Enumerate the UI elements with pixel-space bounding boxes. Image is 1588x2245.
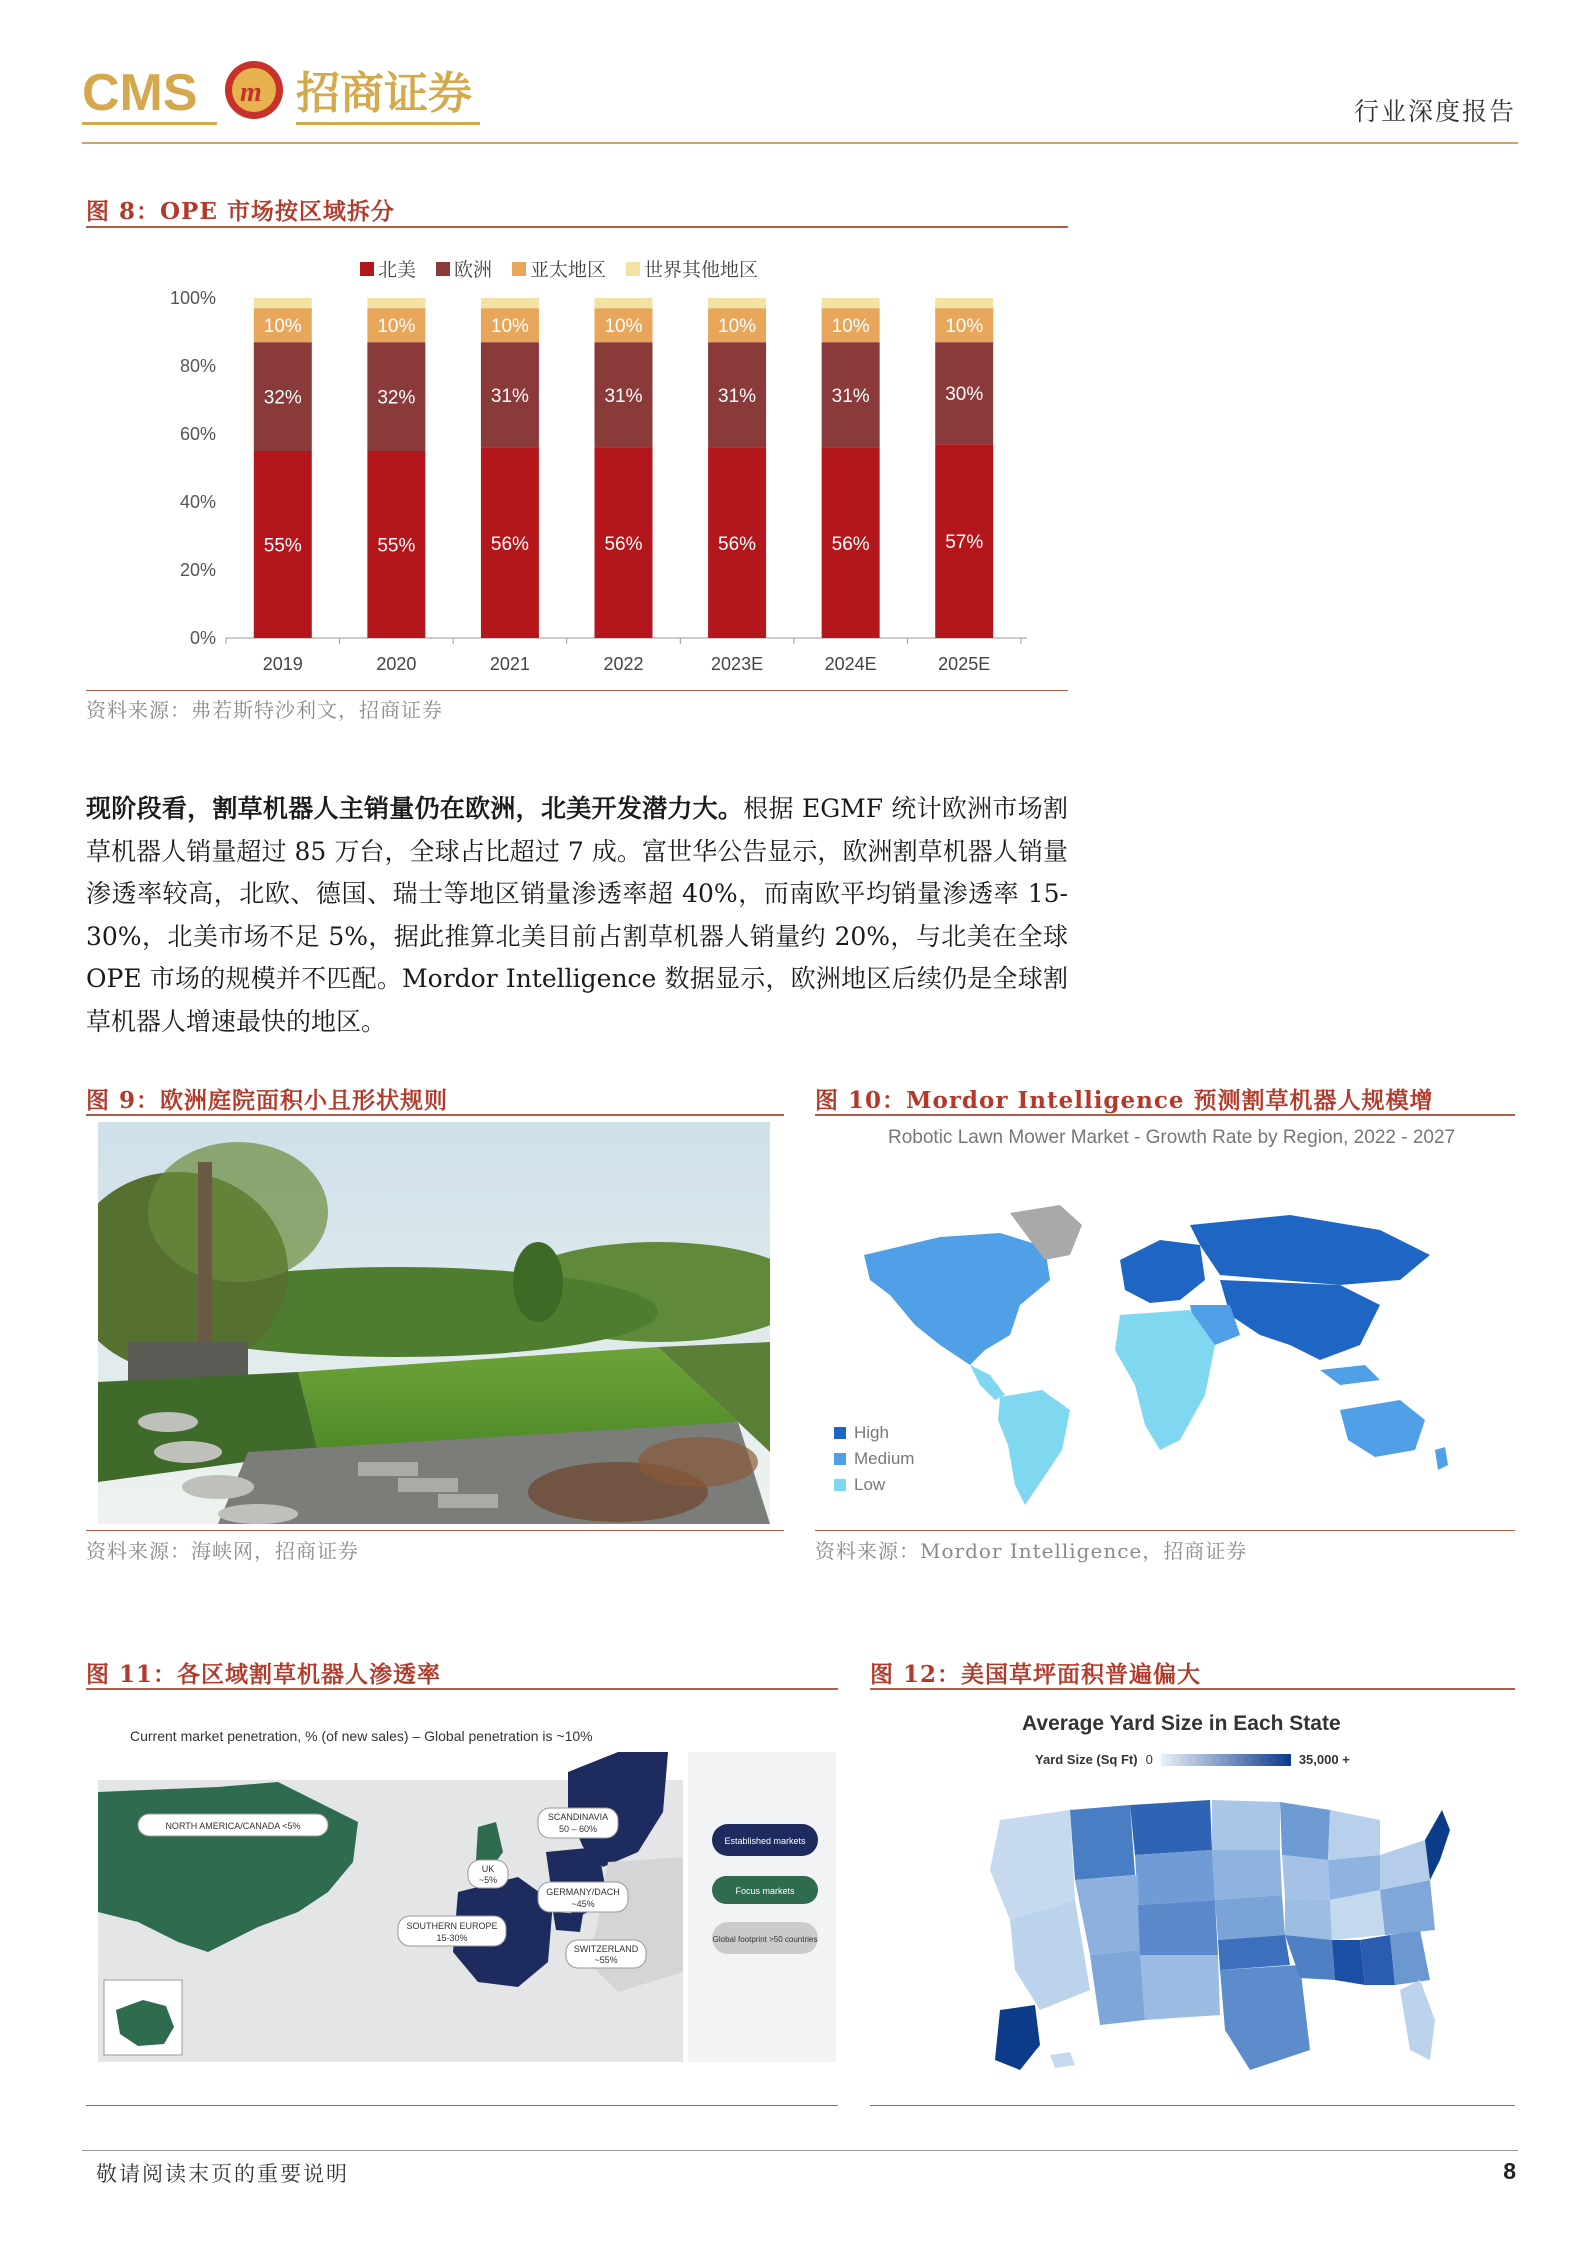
callout-southern-europe: SOUTHERN EUROPE <box>406 1921 498 1931</box>
bar-data-label: 57% <box>945 532 984 554</box>
x-tick-label: 2021 <box>489 654 530 674</box>
figure10-title: 图 10：Mordor Intelligence 预测割草机器人规模增 <box>815 1087 1434 1114</box>
figure10-title-rule <box>815 1114 1515 1116</box>
bar-data-label: 10% <box>945 316 984 338</box>
bar-segment <box>254 298 312 308</box>
stacked-bar-chart <box>86 280 1068 690</box>
map10-title: Robotic Lawn Mower Market - Growth Rate by Region, 2022 - 2027 <box>888 1127 1456 1148</box>
scale-label: Yard Size (Sq Ft) <box>1035 1752 1138 1767</box>
us-map-graphic <box>980 1780 1450 2080</box>
x-tick-label: 2020 <box>376 654 417 674</box>
bar-segment <box>708 298 766 308</box>
legend-item-na <box>360 255 416 282</box>
figure9-source: 资料来源：海峡网，招商证券 <box>86 1539 359 1563</box>
figure11-title-rule <box>86 1688 838 1690</box>
scale-max: 35,000 + <box>1298 1752 1350 1767</box>
y-tick-label: 20% <box>179 560 216 580</box>
callout-germany-dach-value: ~45% <box>571 1899 595 1909</box>
legend-footprint: Global footprint >50 countries <box>712 1935 818 1944</box>
bar-data-label: 32% <box>377 387 416 409</box>
figure10-source: 资料来源：Mordor Intelligence，招商证券 <box>815 1539 1248 1563</box>
y-tick-label: 40% <box>179 492 216 512</box>
penetration-map-graphic <box>98 1752 836 2062</box>
legend-item-apac <box>512 255 606 282</box>
map12-scale <box>1035 1752 1350 1767</box>
penetration-map <box>98 1752 836 2062</box>
legend-focus: Focus markets <box>735 1886 795 1896</box>
legend-item-row <box>626 255 758 282</box>
legend-label: 欧洲 <box>454 259 493 281</box>
callout-southern-europe-value: 15-30% <box>436 1933 468 1943</box>
legend-label: 世界其他地区 <box>644 259 759 281</box>
figure10-bottom-rule <box>815 1530 1515 1531</box>
world-map <box>820 1185 1510 1515</box>
callout-germany-dach: GERMANY/DACH <box>546 1887 620 1897</box>
garden-illustration <box>98 1122 770 1524</box>
callout-scandinavia-value: 50 – 60% <box>558 1824 598 1834</box>
figure8-bottom-rule <box>86 690 1068 691</box>
figure12-title-rule <box>870 1688 1515 1690</box>
logo-latin: CMS <box>82 64 198 122</box>
legend-label: 北美 <box>378 259 417 281</box>
bar-data-label: 56% <box>604 533 643 555</box>
bar-data-label: 31% <box>831 385 870 407</box>
bar-data-label: 31% <box>718 385 757 407</box>
bar-segment <box>595 298 653 308</box>
bar-data-label: 56% <box>490 533 529 555</box>
bar-data-label: 31% <box>604 385 643 407</box>
figure9-title-rule <box>86 1114 784 1116</box>
figure11-bottom-rule <box>86 2105 838 2106</box>
figure12-title: 图 12：美国草坪面积普遍偏大 <box>870 1661 1202 1688</box>
bar-data-label: 10% <box>604 316 643 338</box>
y-tick-label: 60% <box>179 424 216 444</box>
page-number: 8 <box>1503 2158 1516 2184</box>
bar-data-label: 31% <box>490 385 529 407</box>
bar-data-label: 56% <box>831 533 870 555</box>
report-type: 行业深度报告 <box>1353 97 1516 126</box>
callout-switzerland-value: ~55% <box>594 1955 618 1965</box>
bar-data-label: 32% <box>263 387 302 409</box>
x-tick-label: 2023E <box>711 654 764 674</box>
bar-data-label: 10% <box>377 316 416 338</box>
figure12-bottom-rule <box>870 2105 1515 2106</box>
bar-data-label: 10% <box>831 316 870 338</box>
legend-label: 亚太地区 <box>530 259 607 281</box>
svg-text:m: m <box>240 77 262 108</box>
world-map-graphic <box>820 1185 1510 1515</box>
footer-notice: 敬请阅读末页的重要说明 <box>96 2162 349 2186</box>
figure9-bottom-rule <box>86 1530 784 1531</box>
bar-segment <box>935 298 993 308</box>
bar-data-label: 55% <box>263 535 302 557</box>
footer-divider <box>82 2150 1518 2151</box>
bar-data-label: 10% <box>263 316 302 338</box>
callout-scandinavia: SCANDINAVIA <box>547 1812 609 1822</box>
bar-segment <box>822 298 880 308</box>
y-tick-label: 80% <box>179 356 216 376</box>
x-tick-label: 2019 <box>262 654 303 674</box>
bar-segment <box>481 298 539 308</box>
bar-segment <box>367 298 425 308</box>
chart-legend <box>360 255 758 282</box>
paragraph-lead: 现阶段看，割草机器人主销量仍在欧洲，北美开发潜力大。 <box>86 794 744 823</box>
map12-title: Average Yard Size in Each State <box>1022 1712 1341 1735</box>
body-paragraph <box>86 788 1068 1043</box>
figure8-title-rule <box>86 226 1068 228</box>
legend-established: Established markets <box>724 1836 806 1846</box>
header-divider <box>82 142 1518 144</box>
callout-uk: UK <box>481 1864 495 1874</box>
x-tick-label: 2025E <box>938 654 991 674</box>
figure9-title: 图 9：欧洲庭院面积小且形状规则 <box>86 1087 449 1114</box>
y-tick-label: 0% <box>189 628 216 648</box>
scale-bar <box>1161 1754 1291 1766</box>
garden-photo <box>98 1122 770 1524</box>
us-yard-map <box>980 1780 1450 2080</box>
bar-data-label: 10% <box>718 316 757 338</box>
legend-item-eu <box>436 255 492 282</box>
map10-legend-low: Low <box>854 1475 886 1494</box>
map10-legend-high: High <box>854 1423 889 1442</box>
x-tick-label: 2022 <box>603 654 644 674</box>
bar-data-label: 10% <box>490 316 529 338</box>
figure11-caption: Current market penetration, % (of new sales) – Global penetration is ~10% <box>130 1728 593 1744</box>
scale-min: 0 <box>1145 1752 1153 1767</box>
logo-graphic <box>82 60 512 132</box>
cms-logo <box>82 60 512 132</box>
figure11-title: 图 11：各区域割草机器人渗透率 <box>86 1661 442 1688</box>
callout-uk-value: ~5% <box>478 1875 498 1885</box>
bar-data-label: 56% <box>718 533 757 555</box>
logo-cn: 招商证券 <box>296 68 472 119</box>
x-tick-label: 2024E <box>824 654 877 674</box>
bar-data-label: 30% <box>945 384 984 406</box>
paragraph-body: 根据 EGMF 统计欧洲市场割草机器人销量超过 85 万台，全球占比超过 7 成。富世华公告显示，欧洲割草机器人销量渗透率较高，北欧、德国、瑞士等地区销量渗透率超 40%，而南欧平均销量渗透率 15-30%，北美市场不足 5%，据此推算北美目前占割草机器人销量约 20%，与北美在全球 OPE 市场的规模并不匹配。Mordor Intelligence 数据显示，欧洲地区后续仍是全球割草机器人增速最快的地区。 <box>86 794 1068 1036</box>
figure8-source: 资料来源：弗若斯特沙利文，招商证券 <box>86 698 443 722</box>
map10-legend-medium: Medium <box>854 1449 915 1468</box>
callout-switzerland: SWITZERLAND <box>573 1944 639 1954</box>
bar-data-label: 55% <box>377 535 416 557</box>
callout-north-america: NORTH AMERICA/CANADA <5% <box>165 1821 301 1831</box>
y-tick-label: 100% <box>169 288 216 308</box>
figure8-title: 图 8：OPE 市场按区域拆分 <box>86 198 395 225</box>
